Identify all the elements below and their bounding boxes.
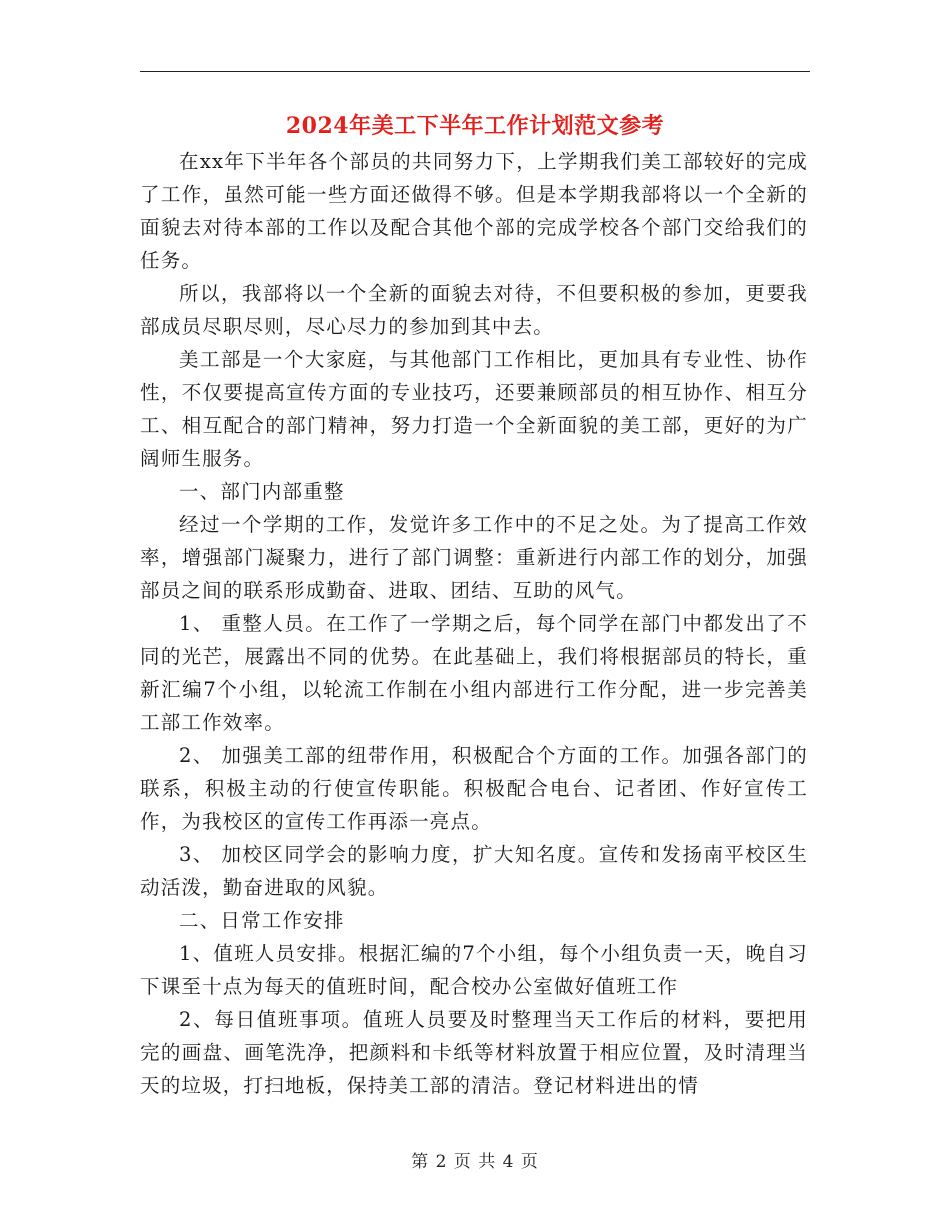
paragraph-adjustment: 经过一个学期的工作，发觉许多工作中的不足之处。为了提高工作效率，增强部门凝聚力，进行了部门调整：重新进行内部工作的划分，加强部员之间的联系形成勤奋、进取、团结、互助的风气。: [140, 513, 808, 602]
paragraph-attitude: 所以，我部将以一个全新的面貌去对待，不但要积极的参加，更要我部成员尽职尽则，尽心尽力的参加到其中去。: [140, 282, 808, 338]
list-item-duty-tasks: 2、每日值班事项。值班人员要及时整理当天工作后的材料，要把用完的画盘、画笔洗净，把颜料和卡纸等材料放置于相应位置，及时清理当天的垃圾，打扫地板，保持美工部的清洁。登记材料进出的情: [140, 1008, 808, 1097]
list-item-link: 2、 加强美工部的纽带作用，积极配合个方面的工作。加强各部门的联系，积极主动的行使宣传职能。积极配合电台、记者团、作好宣传工作，为我校区的宣传工作再添一亮点。: [140, 744, 808, 833]
header-rule: [140, 71, 810, 72]
list-item-duty-staff: 1、值班人员安排。根据汇编的7个小组，每个小组负责一天，晚自习下课至十点为每天的值班时间，配合校办公室做好值班工作: [140, 942, 808, 998]
section-heading-reorganize: 一、部门内部重整: [179, 480, 345, 503]
page-footer: 第 2 页 共 4 页: [411, 1152, 539, 1172]
list-item-staff: 1、 重整人员。在工作了一学期之后，每个同学在部门中都发出了不同的光芒，展露出不同的优势。在此基础上，我们将根据部员的特长，重新汇编7个小组，以轮流工作制在小组内部进行工作分配，进一步完善美工部工作效率。: [140, 612, 808, 734]
document-body: [140, 145, 808, 1102]
list-item-influence: 3、 加校区同学会的影响力度，扩大知名度。宣传和发扬南平校区生动活泼，勤奋进取的风貌。: [140, 843, 808, 899]
section-heading-daily: 二、日常工作安排: [179, 909, 345, 932]
document-title: 2024年美工下半年工作计划范文参考: [285, 113, 665, 139]
paragraph-intro: 在xx年下半年各个部员的共同努力下，上学期我们美工部较好的完成了工作，虽然可能一些方面还做得不够。但是本学期我部将以一个全新的面貌去对待本部的工作以及配合其他个部的完成学校各个部门交给我们的任务。: [140, 150, 808, 272]
paragraph-team: 美工部是一个大家庭，与其他部门工作相比，更加具有专业性、协作性，不仅要提高宣传方面的专业技巧，还要兼顾部员的相互协作、相互分工、相互配合的部门精神，努力打造一个全新面貌的美工部，更好的为广阔师生服务。: [140, 348, 808, 470]
